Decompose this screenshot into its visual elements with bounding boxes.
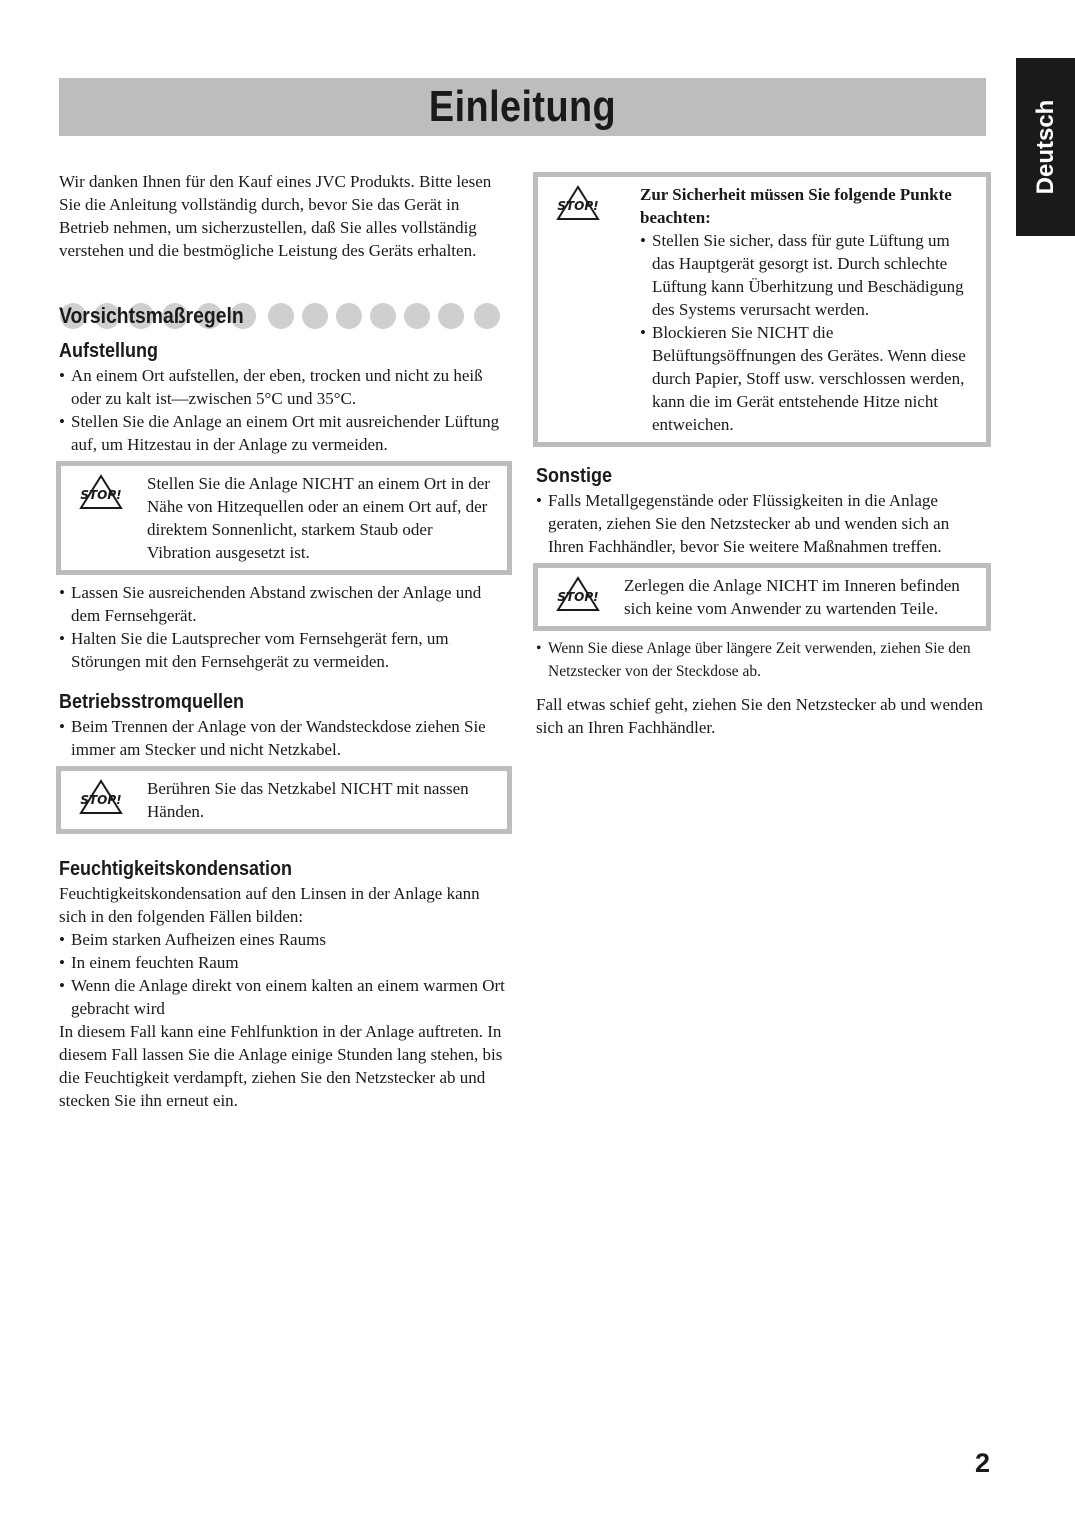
- stop-icon-label: STOP!: [80, 488, 122, 502]
- list-aufstellung-a: [59, 364, 509, 456]
- list-item: • Falls Metallgegenstände oder Flüssigkeiten in die Anlage geraten, ziehen Sie den Netzstecker ab und wenden sich an Ihren Fachhändler, bevor Sie weitere Maßnahmen treffen.: [536, 489, 988, 558]
- list-item: • Beim Trennen der Anlage von der Wandsteckdose ziehen Sie immer am Stecker und nicht Netzkabel.: [59, 715, 509, 761]
- list-feuchtigkeit: [59, 928, 509, 1020]
- list-item: • An einem Ort aufstellen, der eben, trocken und nicht zu heiß oder zu kalt ist—zwischen 5°C und 35°C.: [59, 364, 509, 410]
- list-item: • Stellen Sie die Anlage an einem Ort mit ausreichender Lüftung auf, um Hitzestau in der Anlage zu vermeiden.: [59, 410, 509, 456]
- warning-text: Berühren Sie das Netzkabel NICHT mit nassen Händen.: [147, 779, 469, 821]
- list-item: • Lassen Sie ausreichenden Abstand zwischen der Anlage und dem Fernsehgerät.: [59, 581, 509, 627]
- warning-text: Stellen Sie die Anlage NICHT an einem Ort in der Nähe von Hitzequellen oder an einem Ort auf, der direktem Sonnenlicht, starkem Staub oder Vibration ausgesetzt ist.: [147, 474, 490, 562]
- list-item: • Blockieren Sie NICHT die Belüftungsöffnungen des Gerätes. Wenn diese durch Papier, Stoff usw. verschlossen werden, kann die im Gerät entstehende Hitze nicht entweichen.: [640, 321, 976, 436]
- subheading-feuchtigkeit: Feuchtigkeitskondensation: [59, 858, 293, 880]
- list-safety: [640, 229, 976, 436]
- left-column: [59, 170, 509, 1112]
- list-sonstige: [536, 489, 988, 558]
- subheading-aufstellung: Aufstellung: [59, 340, 158, 362]
- section-title-precautions: Vorsichtsmaßregeln: [59, 303, 244, 328]
- list-betrieb: [59, 715, 509, 761]
- title-bar: [59, 78, 986, 136]
- paragraph: Fall etwas schief geht, ziehen Sie den Netzstecker ab und wenden sich an Ihren Fachhändler.: [536, 695, 984, 737]
- subheading-betrieb: Betriebsstromquellen: [59, 691, 245, 713]
- list-item: • Beim starken Aufheizen eines Raums: [59, 928, 509, 951]
- stop-icon-label: STOP!: [557, 590, 599, 604]
- warning-box-safety: [533, 172, 991, 447]
- list-item: • Stellen Sie sicher, dass für gute Lüftung um das Hauptgerät gesorgt ist. Durch schlechte Lüftung kann Überhitzung und Beschädigung des Systems verursacht werden.: [640, 229, 976, 321]
- list-aufstellung-b: [59, 581, 509, 673]
- stop-warning-icon: [75, 779, 127, 815]
- list-item: • Halten Sie die Lautsprecher vom Fernsehgerät fern, um Störungen mit den Fernsehgerät zu vermeiden.: [59, 627, 509, 673]
- warning-box-aufstellung: [56, 461, 512, 575]
- language-tab-label: Deutsch: [1031, 99, 1059, 195]
- stop-icon-label: STOP!: [80, 793, 122, 807]
- paragraph: Feuchtigkeitskondensation auf den Linsen in der Anlage kann sich in den folgenden Fällen bilden:: [59, 884, 480, 926]
- stop-warning-icon: [75, 474, 127, 510]
- intro-paragraph: Wir danken Ihnen für den Kauf eines JVC Produkts. Bitte lesen Sie die Anleitung vollständig durch, bevor Sie das Gerät in Betrieb nehmen, um sicherzustellen, daß Sie alles vollständig verstehen und die bestmögliche Leistung des Geräts erhalten.: [59, 172, 492, 260]
- warning-box-sonstige: [533, 563, 991, 631]
- section-header-precautions: [59, 300, 509, 332]
- page-number: 2: [974, 1448, 990, 1478]
- stop-warning-icon: [552, 185, 604, 221]
- stop-warning-icon: [552, 576, 604, 612]
- page-title: Einleitung: [428, 82, 617, 131]
- list-item: • Wenn die Anlage direkt von einem kalten an einem warmen Ort gebracht wird: [59, 974, 509, 1020]
- subheading-sonstige: Sonstige: [536, 465, 613, 487]
- stop-icon-label: STOP!: [557, 199, 599, 213]
- paragraph: In diesem Fall kann eine Fehlfunktion in der Anlage auftreten. In diesem Fall lassen Sie die Anlage einige Stunden lang stehen, bis die Feuchtigkeit verdampft, ziehen Sie den Netzstecker ab und stecken Sie ihn erneut ein.: [59, 1022, 503, 1110]
- warning-box-betrieb: [56, 766, 512, 834]
- language-tab: [1016, 58, 1075, 236]
- safety-title: Zur Sicherheit müssen Sie folgende Punkte beachten:: [640, 185, 952, 227]
- right-column: [536, 172, 988, 739]
- list-item: • In einem feuchten Raum: [59, 951, 509, 974]
- warning-text: Zerlegen die Anlage NICHT im Inneren befinden sich keine vom Anwender zu wartenden Teile.: [624, 576, 960, 618]
- list-sonstige-b: [536, 637, 988, 683]
- list-item: • Wenn Sie diese Anlage über längere Zeit verwenden, ziehen Sie den Netzstecker von der Steckdose ab.: [536, 637, 988, 683]
